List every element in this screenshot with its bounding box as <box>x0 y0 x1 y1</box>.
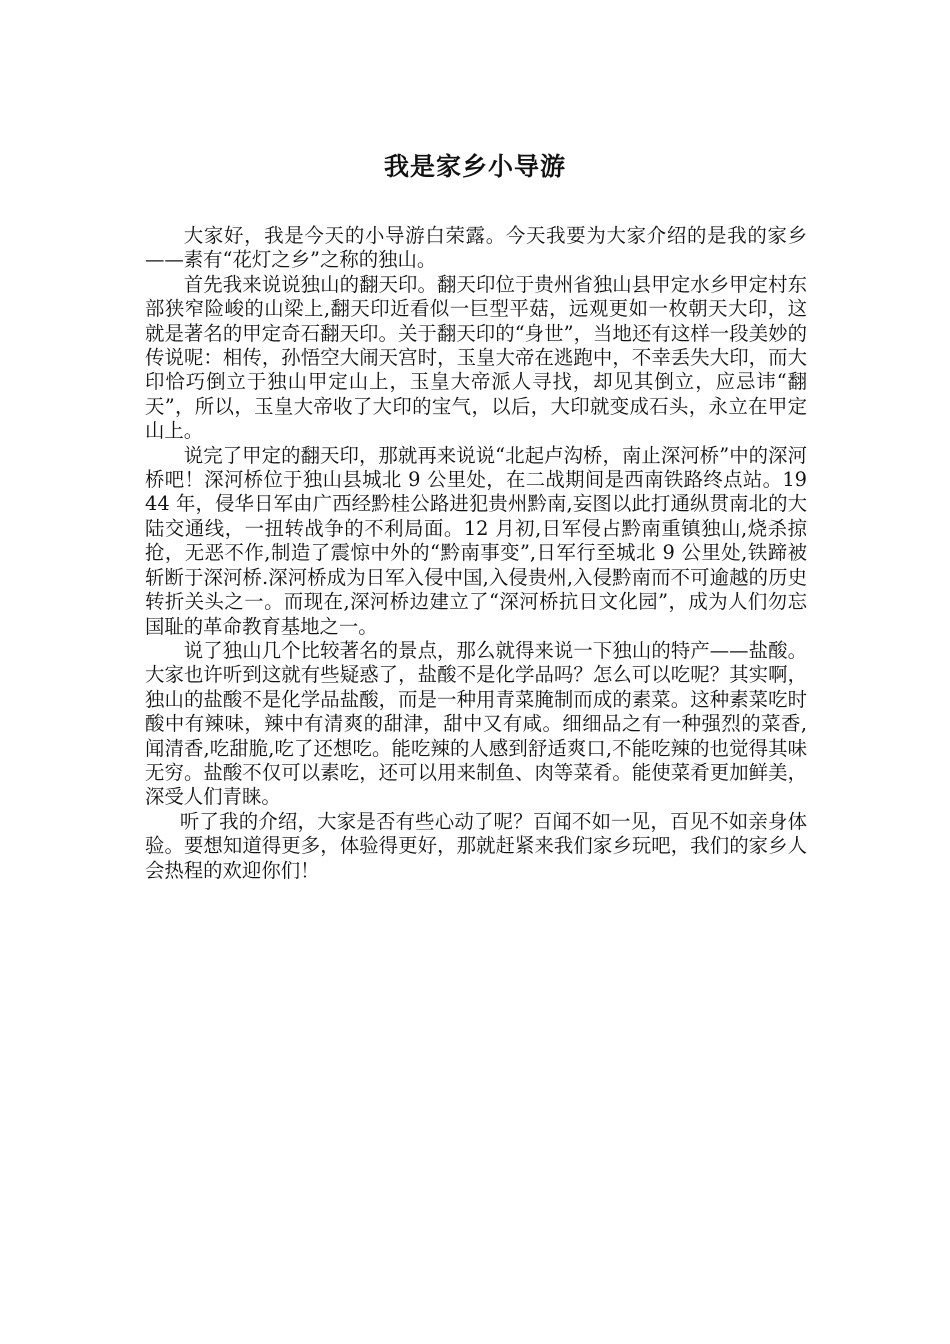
paragraph-shenhe-bridge: 说完了甲定的翻天印，那就再来说说“北起卢沟桥，南止深河桥”中的深河桥吧！深河桥位于独山县城北 9 公里处，在二战期间是西南铁路终点站。1944 年，侵华日军由广西经黔桂公路进犯贵州黔南,妄图以此打通纵贯南北的大陆交通线，一扭转战争的不利局面。12 月初,日军侵占黔南重镇独山,烧杀掠抢，无恶不作,制造了震惊中外的“黔南事变”,日军行至城北 9 公里处,铁蹄被斩断于深河桥.深河桥成为日军入侵中国,入侵贵州,入侵黔南而不可逾越的历史转折关头之一。而现在,深河桥边建立了“深河桥抗日文化园”，成为人们勿忘国耻的革命教育基地之一。 <box>145 443 807 638</box>
document-body <box>145 224 807 883</box>
paragraph-intro: 大家好，我是今天的小导游白荣露。今天我要为大家介绍的是我的家乡——素有“花灯之乡”之称的独山。 <box>145 224 807 272</box>
document-title: 我是家乡小导游 <box>383 151 566 181</box>
paragraph-closing: 听了我的介绍，大家是否有些心动了呢？百闻不如一见，百见不如亲身体验。要想知道得更多，体验得更好，那就赶紧来我们家乡玩吧，我们的家乡人会热程的欢迎你们！ <box>145 809 807 882</box>
paragraph-fantianyin: 首先我来说说独山的翻天印。翻天印位于贵州省独山县甲定水乡甲定村东部狭窄险峻的山梁上,翻天印近看似一巨型平菇，远观更如一枚朝天大印，这就是著名的甲定奇石翻天印。关于翻天印的“身世”，当地还有这样一段美妙的传说呢：相传，孙悟空大闹天宫时，玉皇大帝在逃跑中，不幸丢失大印，而大印恰巧倒立于独山甲定山上，玉皇大帝派人寻找，却见其倒立，应忌讳“翻天”，所以，玉皇大帝收了大印的宝气，以后，大印就变成石头，永立在甲定山上。 <box>145 272 807 443</box>
paragraph-yansuan: 说了独山几个比较著名的景点，那么就得来说一下独山的特产——盐酸。大家也许听到这就有些疑惑了，盐酸不是化学品吗？怎么可以吃呢？其实啊，独山的盐酸不是化学品盐酸，而是一种用青菜腌制而成的素菜。这种素菜吃时酸中有辣味，辣中有清爽的甜津，甜中又有咸。细细品之有一种强烈的菜香,闻清香,吃甜脆,吃了还想吃。能吃辣的人感到舒适爽口,不能吃辣的也觉得其味无穷。盐酸不仅可以素吃，还可以用来制鱼、肉等菜肴。能使菜肴更加鲜美，深受人们青睐。 <box>145 638 807 809</box>
